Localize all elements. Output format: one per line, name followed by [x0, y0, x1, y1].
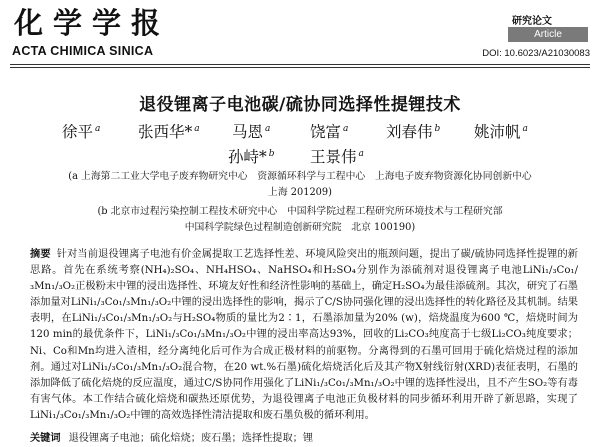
- article-title: 退役锂离子电池碳/硫协同选择性提锂技术: [139, 95, 461, 115]
- author: 刘春伟 $^b$: [386, 123, 441, 141]
- affiliation-a: (a 上海第二工业大学电子废弃物研究中心 资源循环科学与工程中心 上海电子废弃物资源化协同创新中心: [68, 171, 532, 182]
- journal-title-en: ACTA CHIMICA SINICA: [12, 44, 154, 58]
- abstract-label: 摘要: [30, 248, 51, 260]
- abstract: [30, 246, 578, 424]
- article-type-badge: Article: [508, 27, 588, 42]
- keywords-text: 退役锂离子电池；硫化焙烧；废石墨；选择性提取；锂: [68, 433, 314, 444]
- keywords-label: 关键词: [30, 432, 61, 444]
- abstract-text: 针对当前退役锂离子电池有价金属提取工艺选择性差、环境风险突出的瓶颈问题，提出了碳/硫协同选择性提锂的新思路。首先在系统考察(NH₄)₂SO₄、NH₄HSO₄、NaHSO₄和H₂SO₄分别作为添硫剂对退役锂离子电池LiNi₁/₃Co₁/₃Mn₁/₃O₂正极粉末中锂的浸出选择性、环境友好性和经济性影响的基础上，确定H₂SO₄为最佳添硫剂。其次，研究了石墨添加量对LiNi₁/₃Co₁/₃Mn₁/₃O₂中锂的浸出选择性的影响，揭示了C/S协同强化锂的浸出选择性的转化路径及其机制。结果表明，在LiNi₁/₃Co₁/₃Mn₁/₃O₂与H₂SO₄物质的量比为2∶1，石墨添加量为20% (w)，焙烧温度为600 ℃，焙烧时间为120 min的最优条件下，LiNi₁/₃Co₁/₃Mn₁/₃O₂中锂的浸出率高达93%，回收的Li₂CO₃纯度高于七级Li₂CO₃纯度要求；Ni、Co和Mn均进入渣相，经分离纯化后可作为合成正极材料的前驱物。分离得到的石墨可回用于硫化焙烧过程的添加剂。通过对LiNi₁/₃Co₁/₃Mn₁/₃O₂混合物，在20 wt.%石墨)硫化焙烧活化后及其产物X射线衍射(XRD)表征表明，石墨的添加降低了硫化焙烧的反应温度，通过C/S协同作用强化了LiNi₁/₃Co₁/₃Mn₁/₃O₂中锂的选择性浸出，且不产生SO₂等有毒有害气体。本工作结合硫化焙烧和碳热还原优势，为退役锂离子电池正负极材料的同步循环利用开辟了新思路，实现了LiNi₁/₃Co₁/₃Mn₁/₃O₂中锂的高效选择性清洁提取和废石墨负极的循环利用。: [30, 249, 578, 421]
- author: 徐平 $^a$: [62, 123, 101, 141]
- header-rule-bottom: [10, 67, 590, 68]
- author: 孙峙* $^b$: [228, 148, 275, 166]
- article-type-cn: 研究论文: [512, 16, 552, 27]
- header-rule-top: [10, 64, 590, 65]
- author: 饶富 $^a$: [310, 123, 349, 141]
- affiliation-b: (b 北京市过程污染控制工程技术研究中心 中国科学院过程工程研究所环境技术与工程研究部: [97, 206, 503, 217]
- keywords: [30, 429, 578, 444]
- doi: DOI: 10.6023/A21030083: [482, 48, 590, 59]
- affiliation-b-city: 中国科学院绿色过程制造创新研究院 北京 100190): [184, 222, 416, 233]
- affiliation-a-city: 上海 201209): [268, 187, 332, 198]
- author: 马恩 $^a$: [232, 123, 271, 141]
- author: 王景伟 $^a$: [310, 148, 364, 166]
- author: 姚沛帆 $^a$: [474, 123, 528, 141]
- journal-title-cn: 化学学报: [14, 6, 171, 40]
- author: 张西华* $^a$: [138, 123, 200, 141]
